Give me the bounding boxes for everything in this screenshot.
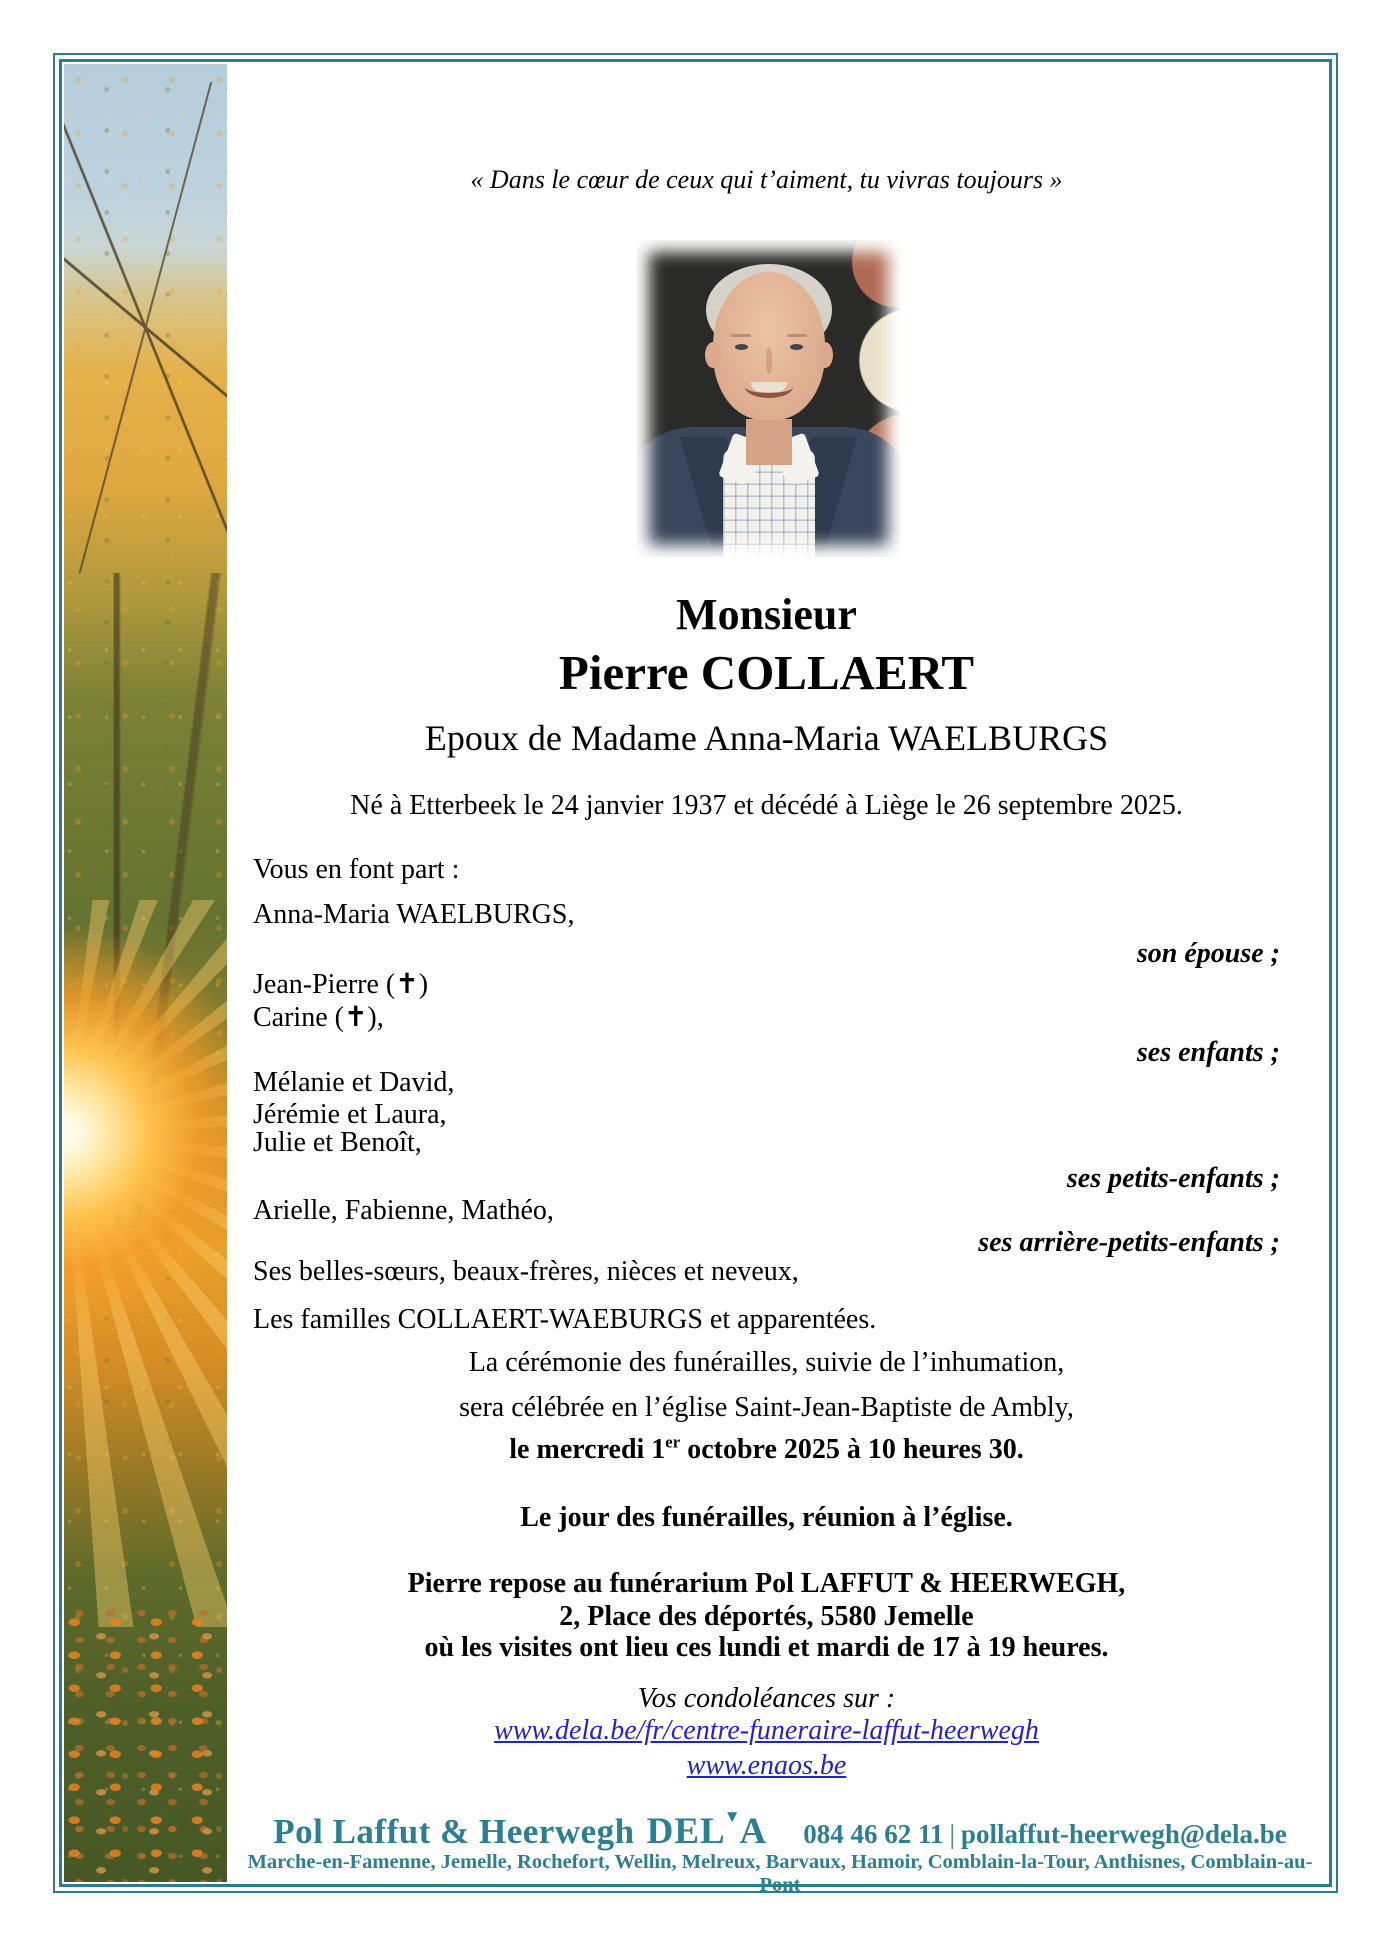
repose-line-1: Pierre repose au funérarium Pol LAFFUT & HEERWEGH,: [407, 1568, 1126, 1599]
dela-logo: [646, 1807, 768, 1852]
dela-logo-left: DEL: [646, 1811, 726, 1852]
family-line-inlaws: Ses belles-sœurs, beaux-frères, nièces et neveux,: [253, 1256, 799, 1287]
ceremony-date-prefix: le mercredi 1: [509, 1434, 666, 1465]
dela-logo-mark-icon: ▼: [723, 1807, 742, 1826]
condolences-link-enaos[interactable]: www.enaos.be: [686, 1750, 847, 1781]
funeral-home-name: Pol Laffut & Heerwegh: [273, 1812, 635, 1851]
autumn-strip-image: [64, 64, 227, 1882]
relation-label-children: ses enfants ;: [1136, 1037, 1280, 1068]
relation-label-grandchildren: ses petits-enfants ;: [1066, 1163, 1280, 1194]
footer-email: pollaffut-heerwegh@dela.be: [960, 1819, 1287, 1849]
tree-branches: [64, 82, 227, 573]
fallen-leaves-grass: [64, 1609, 227, 1882]
ceremony-line-1: La cérémonie des funérailles, suivie de l’inhumation,: [468, 1347, 1065, 1378]
condolences-label: Vos condoléances sur :: [637, 1683, 896, 1714]
footer-brand-row: [230, 1807, 1330, 1853]
ceremony-date-suffix: octobre 2025 à 10 heures 30.: [680, 1434, 1024, 1465]
footer-phone: 084 46 62 11: [803, 1819, 944, 1849]
ceremony-line-2: sera célébrée en l’église Saint-Jean-Baptiste de Ambly,: [459, 1392, 1074, 1423]
condolences-link-1-row: [253, 1714, 1280, 1747]
meeting-line: Le jour des funérailles, réunion à l’église.: [520, 1502, 1013, 1533]
footer-contact: [803, 1819, 1287, 1849]
family-line-spouse: Anna-Maria WAELBURGS,: [253, 899, 575, 930]
family-line-grandchild-2: Jérémie et Laura,: [253, 1099, 447, 1130]
relation-label-spouse: son épouse ;: [1136, 938, 1280, 969]
family-line-families: Les familles COLLAERT-WAEBURGS et apparentées.: [253, 1304, 877, 1335]
condolences-link-2-row: [253, 1749, 1280, 1782]
condolences-link-dela[interactable]: www.dela.be/fr/centre-funeraire-laffut-heerwegh: [494, 1715, 1039, 1746]
relation-label-greatgrandchildren: ses arrière-petits-enfants ;: [978, 1227, 1280, 1258]
civility-title: Monsieur: [676, 590, 857, 639]
spouse-line: Epoux de Madame Anna-Maria WAELBURGS: [424, 718, 1109, 758]
family-line-son: Jean-Pierre (✝): [253, 969, 429, 1000]
footer-separator: |: [949, 1819, 955, 1849]
sunburst: [64, 900, 227, 1627]
family-intro: Vous en font part :: [253, 854, 460, 885]
footer-cities: Marche-en-Famenne, Jemelle, Rochefort, Wellin, Melreux, Barvaux, Hamoir, Comblain-la-Tour, Anthisnes, Comblain-au-Pont: [247, 1851, 1313, 1896]
repose-line-3: où les visites ont lieu ces lundi et mardi de 17 à 19 heures.: [424, 1632, 1109, 1663]
repose-line-2: 2, Place des déportés, 5580 Jemelle: [559, 1601, 974, 1632]
family-line-grandchild-3: Julie et Benoît,: [253, 1127, 422, 1158]
birth-death-line: Né à Etterbeek le 24 janvier 1937 et décédé à Liège le 26 septembre 2025.: [350, 790, 1183, 821]
announcement-body: [253, 0, 1280, 1949]
family-line-greatgrandchildren: Arielle, Fabienne, Mathéo,: [253, 1195, 554, 1226]
deceased-name: Pierre COLLAERT: [558, 645, 975, 700]
family-line-daughter: Carine (✝),: [253, 1002, 384, 1033]
family-line-grandchild-1: Mélanie et David,: [253, 1067, 455, 1098]
ceremony-date-line: [253, 1433, 1280, 1466]
dela-logo-right: A: [739, 1811, 768, 1852]
ceremony-date-ordinal: er: [665, 1432, 681, 1452]
memorial-quote: « Dans le cœur de ceux qui t’aiment, tu vivras toujours »: [470, 165, 1063, 194]
